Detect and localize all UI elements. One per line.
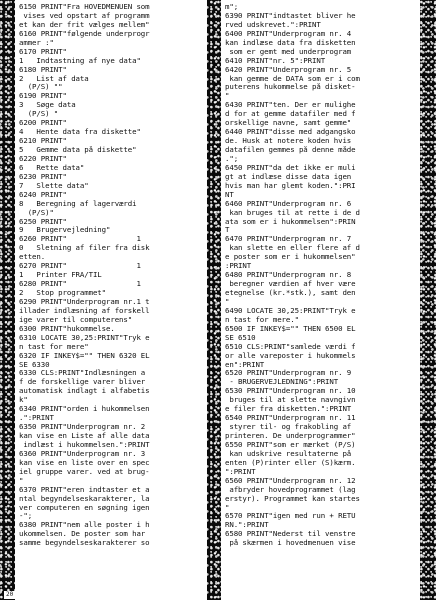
code-line: or alle vareposter i hukommels <box>225 351 356 360</box>
code-line: 6330 CLS:PRINT"Indlæsningen a <box>19 369 146 378</box>
code-line: 2 Stop programmet" <box>19 289 106 297</box>
code-line: m"; <box>225 3 239 11</box>
code-line: 6320 IF INKEY$="" THEN 6320 EL <box>19 351 150 360</box>
code-line: :PRINT <box>225 262 252 271</box>
code-line: kan udskrive resultaterne på <box>225 449 352 458</box>
code-line: enten (P)rinter eller (S)kærm. <box>225 458 356 467</box>
code-line: 6480 PRINT"Underprogram nr. 8 <box>225 271 352 280</box>
code-line: 6520 PRINT"Underprogram nr. 9 <box>225 369 352 378</box>
code-line: etten. <box>19 253 46 262</box>
code-line: 6580 PRINT"Nederst til venstre <box>225 530 356 539</box>
code-lines-right <box>225 3 416 548</box>
code-line: etegnelse (kr.*stk.), samt den <box>225 289 356 297</box>
listing-column-right <box>221 0 420 600</box>
code-line: n tast for mere." <box>225 315 299 324</box>
code-line: -"; <box>19 512 33 521</box>
code-line: (P/S) " <box>19 110 59 119</box>
code-line: 6390 PRINT"indtastet bliver he <box>225 11 356 20</box>
code-line: 2 List af data <box>19 74 89 83</box>
code-line: automatisk indlagt i alfabetis <box>19 387 150 396</box>
listing-column-left <box>15 0 207 600</box>
code-line: et kan der frit vælges mellem" <box>19 20 150 29</box>
code-line: 8 Beregning af lagerværdi <box>19 199 137 208</box>
code-line: 6460 PRINT"Underprogram nr. 6 <box>225 199 352 208</box>
code-line: puterens hukommelse på disket- <box>225 83 356 92</box>
code-line: kan vise en Liste af alle data <box>19 432 150 440</box>
code-line: 6450 PRINT"da det ikke er muli <box>225 163 356 172</box>
code-line: 6250 PRINT" <box>19 217 67 226</box>
code-line: 6400 PRINT"Underprogram nr. 4 <box>225 29 352 38</box>
code-line: 6490 LOCATE 30,25:PRINT"Tryk e <box>225 306 356 315</box>
code-line: 6180 PRINT" <box>19 65 67 74</box>
code-line: 6260 PRINT" 1 <box>19 235 141 244</box>
code-line: ammer :" <box>19 38 54 47</box>
code-line: 6310 LOCATE 30,25:PRINT"Tryk e <box>19 333 150 342</box>
code-line: datafilen gemmes på denne måde <box>225 146 356 154</box>
code-line: NT <box>225 190 234 199</box>
code-line: 9 Brugervejledning" <box>19 226 111 235</box>
code-line: n tast for mere" <box>19 342 89 351</box>
code-line: 6 Rette data" <box>19 163 85 172</box>
code-line: kan vise en liste over en spec <box>19 458 150 467</box>
code-line: 6370 PRINT"eren indtaster et a <box>19 485 150 494</box>
page-number: 20 <box>6 591 14 598</box>
code-line: 6380 PRINT"nem alle poster i h <box>19 521 150 530</box>
code-line: 1 Printer FRA/TIL <box>19 271 102 280</box>
code-line: 6440 PRINT"disse med adgangsko <box>225 128 356 137</box>
code-line: på skærmen i hovedmenuen vise <box>225 539 356 548</box>
code-line: 6470 PRINT"Underprogram nr. 7 <box>225 235 352 244</box>
code-line: 6210 PRINT" <box>19 137 67 146</box>
code-line: kan indlæse data fra disketten <box>225 38 356 47</box>
code-line: ver computeren en søgning igen <box>19 503 150 512</box>
code-line: 6160 PRINT"følgende underprogr <box>19 29 150 38</box>
code-line: de. Husk at notere koden hvis <box>225 137 352 146</box>
code-line: ":PRINT <box>225 467 256 476</box>
code-line: 0 Sletning af filer fra disk <box>19 244 150 253</box>
code-line: 6420 PRINT"Underprogram nr. 5 <box>225 65 352 74</box>
code-line: (P/S) "" <box>19 83 63 92</box>
code-line: ata som er i hukommelsen":PRIN <box>225 217 356 226</box>
code-line: 6300 PRINT"hukommelse. <box>19 324 115 333</box>
code-line: beregner værdien af hver være <box>225 280 356 289</box>
code-line: orskellige navne, samt gemme" <box>225 119 352 128</box>
code-line: SE 6330 <box>19 360 50 369</box>
code-line: styrer til- og frakobling af <box>225 423 352 432</box>
code-line: 6510 CLS:PRINT"samlede værdi f <box>225 342 356 351</box>
code-line: 6350 PRINT"Underprogram nr. 2 <box>19 423 146 432</box>
code-line: " <box>225 503 230 512</box>
code-line: ige varer til computerens" <box>19 315 133 324</box>
code-line: kan slette en eller flere af d <box>225 244 360 253</box>
code-line: 6150 PRINT"Fra HOVEDMENUEN som <box>19 3 150 11</box>
code-line: kan bruges til at rette i de d <box>225 208 360 217</box>
code-line: 6290 PRINT"Underprogram nr.1 t <box>19 297 150 306</box>
code-lines-left <box>19 3 203 548</box>
code-line: 6190 PRINT" <box>19 92 67 101</box>
code-line: printeren. De underprogrammer" <box>225 432 356 440</box>
code-line: 6240 PRINT" <box>19 190 67 199</box>
code-line: RN.":PRINT <box>225 521 269 530</box>
code-line: .":PRINT <box>19 414 54 423</box>
code-line: 6340 PRINT"orden i hukommelsen <box>19 405 150 414</box>
code-line: 6270 PRINT" 1 <box>19 262 141 271</box>
code-line: 6220 PRINT" <box>19 154 67 163</box>
code-line: " <box>225 297 230 306</box>
code-line: 6170 PRINT" <box>19 47 67 56</box>
code-line: ntal begyndelseskarakterer, la <box>19 494 150 503</box>
code-line: bruges til at slette navngivn <box>225 396 356 405</box>
code-line: ukommelsen. De poster som har <box>19 530 146 539</box>
code-line: e poster som er i hukommelsen" <box>225 253 356 262</box>
code-line: f de forskellige varer bliver <box>19 378 146 387</box>
code-line: " <box>19 476 24 485</box>
code-line: (P/S)" <box>19 208 54 217</box>
code-line: gt at indlæse disse data igen <box>225 172 352 181</box>
code-line: afbryder hovedprogrammet (lag <box>225 485 356 494</box>
code-line: 6540 PRINT"Underprogram nr. 11 <box>225 414 356 423</box>
code-line: 6570 PRINT"igen med run + RETU <box>225 512 356 521</box>
code-line: iel gruppe varer. ved at brug- <box>19 467 150 476</box>
code-line: 6230 PRINT" <box>19 172 67 181</box>
code-line: SE 6510 <box>225 333 256 342</box>
code-line: rved udskrevet.":PRINT <box>225 20 321 29</box>
code-line: 6430 PRINT"ten. Der er mulighe <box>225 101 356 110</box>
code-line: 6410 PRINT"nr. 5":PRINT <box>225 56 326 65</box>
code-line: k" <box>19 396 28 405</box>
code-line: d for at gemme datafiler med f <box>225 110 356 119</box>
code-line: 7 Slette data" <box>19 181 89 190</box>
code-line: samme begyndelseskarakterer so <box>19 539 150 548</box>
code-line: vises ved opstart af programm <box>19 11 150 20</box>
code-line: 5 Gemme data på diskette" <box>19 146 137 154</box>
code-line: erstyr). Programmet kan startes <box>225 494 360 503</box>
code-line: 6500 IF INKEY$="" THEN 6500 EL <box>225 324 356 333</box>
code-line: en":PRINT <box>225 360 265 369</box>
code-line: " <box>225 92 230 101</box>
code-line: 6200 PRINT" <box>19 119 67 128</box>
code-line: indlæst i hukommelsen.":PRINT <box>19 440 150 449</box>
code-line: 4 Hente data fra diskette" <box>19 128 141 137</box>
code-line: T <box>225 226 230 235</box>
code-line: hvis man har glemt koden.":PRI <box>225 181 356 190</box>
code-line: ."; <box>225 154 239 163</box>
code-line: 6560 PRINT"Underprogram nr. 12 <box>225 476 356 485</box>
code-line: e filer fra disketten.":PRINT <box>225 405 352 414</box>
code-line: 6280 PRINT" 1 <box>19 280 141 289</box>
code-line: illader indlæsning af forskell <box>19 306 150 315</box>
code-line: 6550 PRINT"som er mærket (P/S) <box>225 440 356 449</box>
code-line: 6360 PRINT"Underprogram nr. 3 <box>19 449 146 458</box>
code-line: 6530 PRINT"Underprogram nr. 10 <box>225 387 356 396</box>
code-line: kan gemme de DATA som er i com <box>225 74 360 83</box>
code-line: - BRUGERVEJLEDNING":PRINT <box>225 378 339 387</box>
code-line: som er gemt med underprogram <box>225 47 352 56</box>
code-line: 3 Søge data <box>19 101 76 110</box>
code-line: 1 Indtastning af nye data" <box>19 56 141 65</box>
